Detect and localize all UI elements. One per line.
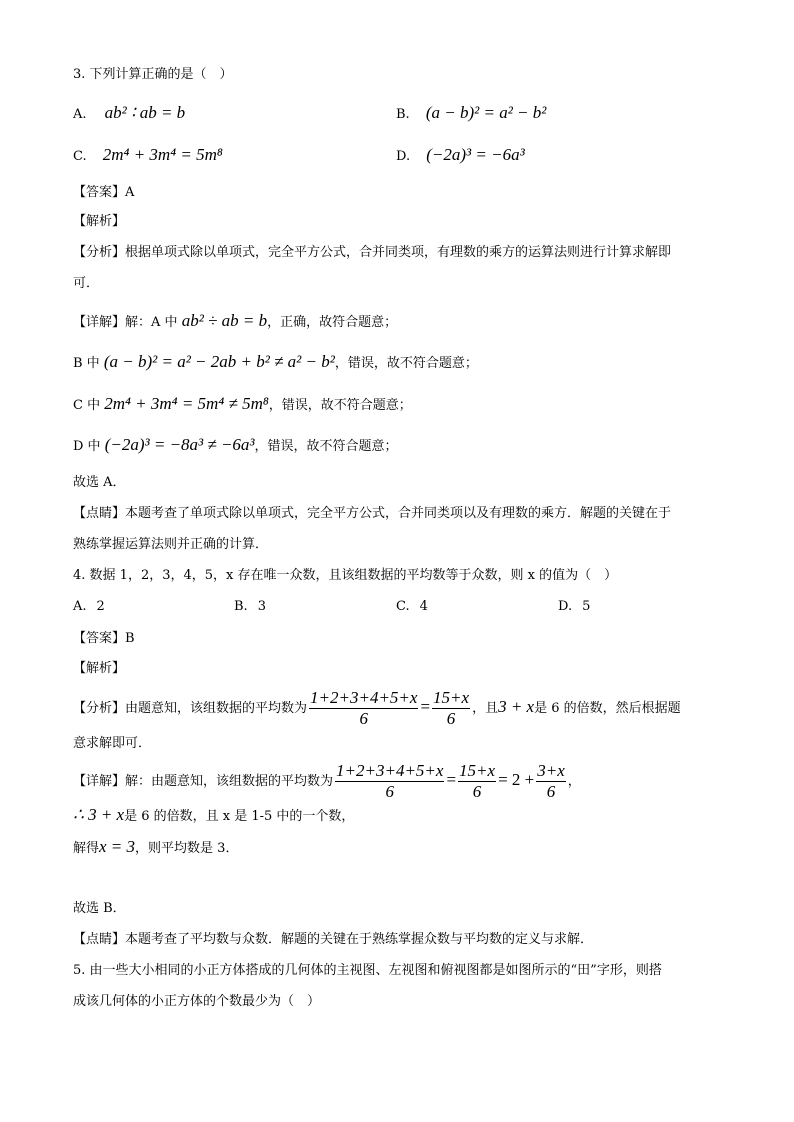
fraction <box>335 762 444 801</box>
q3-line-c <box>73 395 412 415</box>
fraction-numerator: 15+x <box>433 688 470 707</box>
therefore-text: 是 6 的倍数，且 x 是 1-5 中的一个数， <box>124 809 355 824</box>
xiangjie-label: 【详解】 <box>73 774 126 789</box>
xiangjie-text: 解：由题意知，该组数据的平均数为 <box>125 774 334 789</box>
q4-answer <box>73 630 135 648</box>
fraction <box>432 689 470 728</box>
q3-line-b <box>73 353 478 373</box>
option-letter: A. <box>73 107 87 122</box>
q4-dianjing <box>73 931 593 949</box>
q3-option-d <box>396 146 525 166</box>
xiangjie-text: ，正确，故符合题意； <box>267 315 398 330</box>
q3-dianjing-line1 <box>73 505 671 523</box>
fenxi-text: 由题意知，该组数据的平均数为 <box>125 701 308 716</box>
fenxi-text: ，且 <box>472 701 499 716</box>
option-expr: (a − b)² = a² − b² <box>425 103 547 122</box>
option-letter: D. <box>558 599 573 614</box>
dianjing-label: 【点睛】 <box>73 932 126 947</box>
q4-therefore-line <box>73 806 354 826</box>
fraction-denominator: 6 <box>472 782 482 801</box>
q4-fenxi-line2: 意求解即可． <box>73 736 152 751</box>
math-expr: (a − b)² = a² − 2ab + b² ≠ a² − b² <box>103 352 335 371</box>
q4-xiangjie-line <box>73 758 581 804</box>
fenxi-text: 是 6 的倍数，然后根据题 <box>534 701 681 716</box>
option-value: 3 <box>257 599 266 614</box>
math-expr: ∴ 3 + x <box>73 805 125 824</box>
fraction-denominator: 6 <box>385 782 394 801</box>
q3-answer <box>73 184 134 202</box>
option-value: 4 <box>419 599 428 614</box>
q3-dianjing-line2: 熟练掌握运算法则并正确的计算． <box>73 537 269 552</box>
q4-option-a <box>73 598 105 616</box>
q3-option-c <box>73 146 223 166</box>
math-expr: x = 3 <box>99 837 136 856</box>
fraction-denominator: 6 <box>446 709 456 728</box>
option-expr: 2m⁴ + 3m⁴ = 5m⁸ <box>102 145 223 164</box>
q3-line-d <box>73 436 398 456</box>
line-prefix: B 中 <box>73 356 100 371</box>
q3-option-b <box>396 104 546 124</box>
answer-label: 【答案】 <box>73 185 126 200</box>
xiangjie-label: 【详解】 <box>73 315 126 330</box>
line-suffix: ，错误，故不符合题意； <box>254 439 398 454</box>
math-expr: ab² ÷ ab = b <box>181 311 268 330</box>
q3-analysis-label: 【解析】 <box>73 214 126 229</box>
answer-value: A <box>125 185 135 200</box>
dianjing-text: 本题考查了单项式除以单项式，完全平方公式，合并同类项以及有理数的乘方．解题的关键在于 <box>125 506 672 521</box>
q4-fenxi-line1 <box>73 685 681 731</box>
solve-text: 解得 <box>73 841 100 856</box>
line-suffix: ，错误，故不符合题意； <box>334 356 478 371</box>
equals-sign: = <box>420 697 431 716</box>
fenxi-text: 根据单项式除以单项式，完全平方公式，合并同类项，有理数的乘方的运算法则进行计算求解即 <box>125 245 672 260</box>
fraction-denominator: 6 <box>359 709 368 728</box>
q4-solve-line <box>73 838 238 858</box>
q4-option-c <box>396 598 428 616</box>
q3-xiangjie-line-a <box>73 312 397 332</box>
q4-option-d <box>558 598 590 616</box>
q4-conclusion: 故选 B． <box>73 901 126 916</box>
q4-option-b <box>234 598 266 616</box>
line-suffix: ，错误，故不符合题意； <box>268 398 412 413</box>
fraction <box>458 762 496 801</box>
line-prefix: D 中 <box>73 439 101 454</box>
option-letter: B. <box>396 107 410 122</box>
xiangjie-text: ， <box>567 774 581 789</box>
math-expr: 2m⁴ + 3m⁴ = 5m⁴ ≠ 5m⁸ <box>104 394 269 413</box>
fraction-numerator: 15+x <box>459 761 496 780</box>
option-letter: B. <box>234 599 248 614</box>
xiangjie-text: 解：A 中 <box>125 315 178 330</box>
dianjing-label: 【点睛】 <box>73 506 126 521</box>
q5-stem-line1: 5. 由一些大小相同的小正方体搭成的几何体的主视图、左视图和俯视图都是如图所示的“田”字形，则搭 <box>73 963 662 978</box>
solve-text: ，则平均数是 3． <box>135 841 239 856</box>
q4-analysis-label: 【解析】 <box>73 661 126 676</box>
q3-stem: 3. 下列计算正确的是（ ） <box>73 67 233 82</box>
fraction-numerator: 3+x <box>537 761 565 780</box>
option-letter: A. <box>73 599 87 614</box>
line-prefix: C 中 <box>73 398 101 413</box>
q3-fenxi-line2: 可． <box>73 276 100 291</box>
math-expr: (−2a)³ = −8a³ ≠ −6a³ <box>104 435 255 454</box>
option-letter: C. <box>396 599 410 614</box>
q3-conclusion: 故选 A． <box>73 475 126 490</box>
q4-stem: 4. 数据 1，2，3，4，5，x 存在唯一众数，且该组数据的平均数等于众数，则 x 的值为（ ） <box>73 568 618 583</box>
fraction-denominator: 6 <box>546 782 556 801</box>
fraction-numerator: 1+2+3+4+5+x <box>336 761 444 780</box>
equals-sign: = <box>446 770 457 789</box>
option-letter: C. <box>73 149 87 164</box>
q3-option-a <box>73 104 185 124</box>
math-expr: 3 + x <box>498 697 535 716</box>
q5-stem-line2: 成该几何体的小正方体的个数最少为（ ） <box>73 994 321 1009</box>
fenxi-label: 【分析】 <box>73 701 126 716</box>
fraction <box>309 689 418 728</box>
fraction <box>536 762 566 801</box>
option-value: 2 <box>96 599 105 614</box>
fraction-numerator: 1+2+3+4+5+x <box>310 688 418 707</box>
answer-label: 【答案】 <box>73 631 126 646</box>
answer-value: B <box>125 631 135 646</box>
dianjing-text: 本题考查了平均数与众数．解题的关键在于熟练掌握众数与平均数的定义与求解． <box>125 932 594 947</box>
option-expr: (−2a)³ = −6a³ <box>426 145 525 164</box>
option-letter: D. <box>396 149 411 164</box>
q3-fenxi-line1 <box>73 244 671 262</box>
option-expr: ab² ∶ ab = b <box>104 103 186 122</box>
plus-two: = 2 + <box>498 770 535 789</box>
option-value: 5 <box>582 599 591 614</box>
fenxi-label: 【分析】 <box>73 245 126 260</box>
